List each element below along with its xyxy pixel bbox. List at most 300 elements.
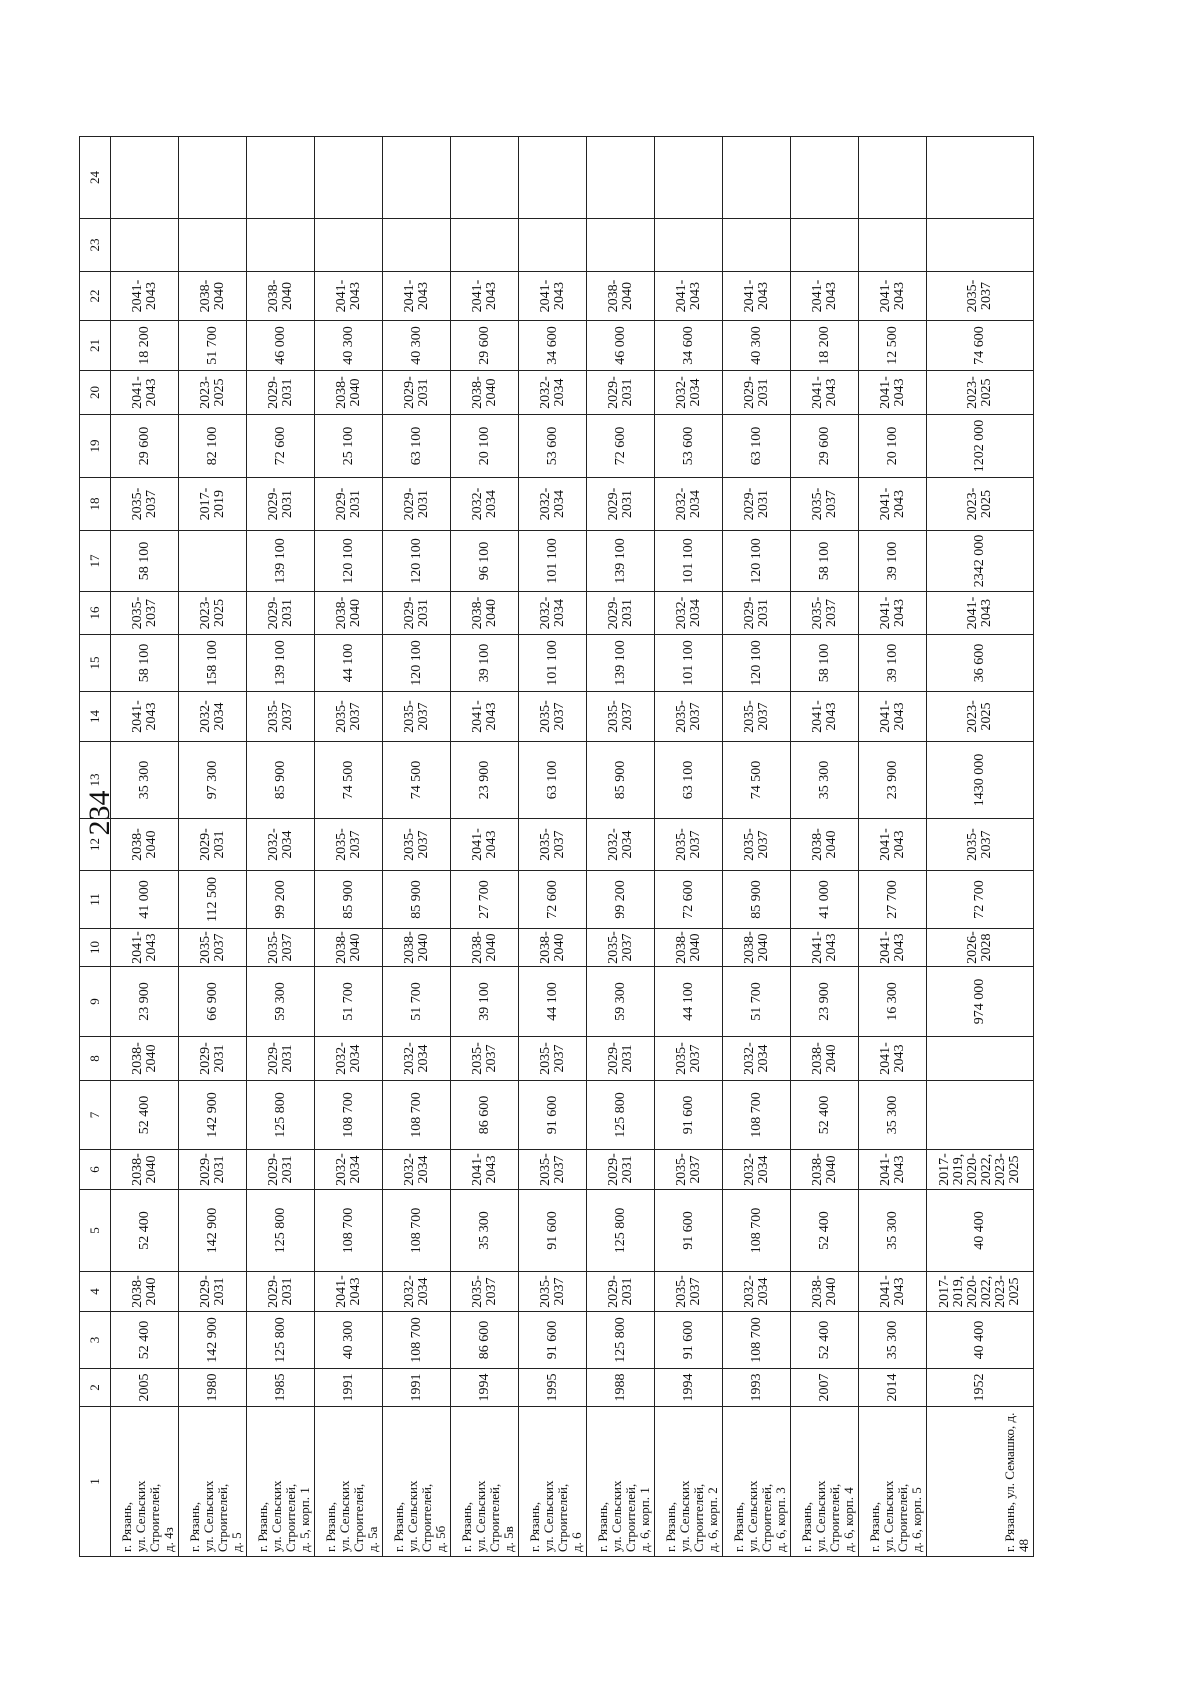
period-line: 2035- [809,487,825,521]
period-line: 2038- [333,931,349,964]
address-line: г. Рязань, [595,1501,610,1552]
period-line: 2040 [823,1155,839,1184]
period-line: 2035- [469,1042,485,1075]
value-cell: 40 400 [927,1190,1034,1272]
period-line: 2035- [537,828,553,861]
address-line: ул. Сельских Строителей, [133,1480,162,1552]
period-line: 2040 [687,933,703,962]
period-cell [111,272,179,321]
period-line: 2038- [469,596,485,630]
period-line: 2035- [401,828,417,861]
period-line: 2032- [333,1042,349,1075]
value-cell: 59 300 [247,967,315,1037]
value-cell: 108 700 [723,1190,791,1272]
value-cell: 101 100 [655,531,723,592]
period-line: 2035- [537,1275,553,1308]
address-line: д. 5, корп. 1 [297,1487,312,1552]
value-cell: 58 100 [791,531,859,592]
value-cell: 51 700 [723,967,791,1037]
period-line: 2029- [605,596,621,630]
period-line: 2040 [755,933,771,962]
period-line: 2041- [673,279,689,313]
period-line: 2040 [347,933,363,962]
period-line: 2043 [891,933,907,962]
column-header-14: 14 [80,692,111,742]
period-cell [451,929,519,967]
period-line: 2038- [809,1153,825,1186]
period-line: 2035- [333,828,349,861]
period-line: 2031 [619,1044,635,1073]
period-cell [859,929,927,967]
period-cell [247,1150,315,1190]
value-cell: 120 100 [723,531,791,592]
period-line: 2032- [469,487,485,521]
period-cell [723,371,791,415]
period-line: 2026- [965,931,980,964]
period-line: 2025 [979,702,994,731]
period-cell [179,592,247,635]
period-line: 2043 [143,933,159,962]
period-cell [927,478,1034,531]
period-cell [859,1150,927,1190]
period-line: 2041- [877,931,893,964]
period-line: 2038- [605,279,621,313]
period-line: 2043 [143,378,159,407]
period-line: 2043 [755,282,771,310]
period-line: 2037 [415,702,431,731]
period-cell [519,1150,587,1190]
period-cell [315,692,383,742]
year-cell: 2014 [859,1369,927,1407]
period-line: 2040 [347,599,363,627]
period-cell [247,1272,315,1312]
period-line: 2031 [211,1044,227,1073]
period-cell [655,1037,723,1081]
period-line: 2032- [265,828,281,861]
period-cell [859,592,927,635]
period-line: 2038- [129,1042,145,1075]
period-line: 2032- [401,1042,417,1075]
value-cell: 108 700 [723,1312,791,1369]
period-line: 2029- [741,376,757,409]
address-line: г. Рязань, [663,1501,678,1552]
address-line: д. 5 [229,1532,244,1552]
address-line: г. Рязань, [731,1501,746,1552]
value-cell: 53 600 [519,415,587,478]
period-cell [247,692,315,742]
period-line: 2031 [755,378,771,407]
period-line: 2043 [891,378,907,407]
period-line: 2035- [401,700,417,733]
period-line: 2041- [129,279,145,313]
period-cell [179,478,247,531]
year-cell: 1994 [655,1369,723,1407]
period-line: 2037 [755,830,771,859]
value-cell: 142 900 [179,1081,247,1150]
period-line: 2031 [211,1155,227,1184]
value-cell: 2342 000 [927,531,1034,592]
period-line: 2022, [979,1275,994,1308]
period-cell [111,478,179,531]
period-line: 2037 [483,1277,499,1306]
period-cell [927,1272,1034,1312]
period-line: 2017- [937,1153,952,1186]
table-row [587,137,655,1557]
value-cell [179,531,247,592]
value-cell [927,1037,1034,1081]
period-line: 2032- [673,596,689,630]
value-cell: 18 200 [791,321,859,371]
value-cell: 112 500 [179,871,247,929]
address-line: ул. Сельских Строителей, [881,1480,910,1552]
address-cell [791,1407,859,1557]
value-cell: 974 000 [927,967,1034,1037]
period-line: 2043 [347,1277,363,1306]
address-line: г. Рязань, [323,1501,338,1552]
period-cell [451,1272,519,1312]
table-row [519,137,587,1557]
value-cell: 108 700 [383,1312,451,1369]
value-cell: 120 100 [383,635,451,692]
value-cell: 41 000 [111,871,179,929]
period-line: 2032- [741,1153,757,1186]
page-number: 234 [83,790,116,836]
value-cell [655,219,723,272]
period-line: 2038- [673,931,689,964]
period-line: 2031 [279,490,295,518]
value-cell: 108 700 [383,1190,451,1272]
period-cell [451,272,519,321]
period-line: 2029- [605,1042,621,1075]
value-cell: 108 700 [723,1081,791,1150]
period-cell [723,929,791,967]
address-cell [247,1407,315,1557]
value-cell [791,137,859,219]
value-cell: 51 700 [315,967,383,1037]
period-line: 2032- [333,1153,349,1186]
value-cell: 85 900 [383,871,451,929]
period-cell [519,592,587,635]
period-line: 2038- [197,279,213,313]
period-line: 2040 [823,1277,839,1306]
address-line: г. Рязань, [119,1501,134,1552]
period-line: 2037 [979,282,994,310]
address-line: ул. Сельских Строителей, [541,1480,570,1552]
period-line: 2041- [877,487,893,521]
value-cell: 63 100 [723,415,791,478]
value-cell: 72 600 [247,415,315,478]
value-cell: 52 400 [791,1312,859,1369]
period-cell [383,929,451,967]
value-cell: 35 300 [859,1081,927,1150]
period-cell [451,1037,519,1081]
period-line: 2032- [401,1153,417,1186]
period-cell [859,1272,927,1312]
period-line: 2037 [483,1044,499,1073]
period-line: 2043 [823,933,839,962]
period-line: 2037 [551,702,567,731]
value-cell: 35 300 [859,1312,927,1369]
address-cell [519,1407,587,1557]
period-cell [519,1272,587,1312]
period-line: 2025 [979,490,994,518]
period-line: 2034 [551,378,567,407]
period-cell [315,592,383,635]
period-line: 2032- [537,487,553,521]
value-cell: 74 500 [723,742,791,819]
value-cell: 91 600 [655,1312,723,1369]
value-cell [927,137,1034,219]
period-line: 2034 [415,1155,431,1184]
value-cell: 35 300 [111,742,179,819]
period-cell [383,272,451,321]
column-header-23: 23 [80,219,111,272]
period-line: 2032- [741,1042,757,1075]
column-header-22: 22 [80,272,111,321]
value-cell: 1430 000 [927,742,1034,819]
period-line: 2043 [687,282,703,310]
table-row [723,137,791,1557]
period-line: 2040 [143,1277,159,1306]
value-cell: 59 300 [587,967,655,1037]
value-cell: 40 300 [315,1312,383,1369]
period-cell [247,819,315,871]
value-cell [859,137,927,219]
period-line: 2029- [401,596,417,630]
year-cell: 1952 [927,1369,1034,1407]
period-line: 2035- [129,596,145,630]
period-line: 2029- [605,376,621,409]
period-cell [791,1037,859,1081]
period-line: 2035- [333,700,349,733]
value-cell: 29 600 [111,415,179,478]
period-line: 2040 [143,1155,159,1184]
value-cell: 35 300 [451,1190,519,1272]
period-line: 2043 [823,282,839,310]
period-cell [587,371,655,415]
period-line: 2031 [279,1044,295,1073]
column-header-12: 12 [80,819,111,871]
period-cell [723,692,791,742]
period-line: 2037 [551,1155,567,1184]
value-cell: 82 100 [179,415,247,478]
period-cell [111,692,179,742]
period-line: 2032- [741,1275,757,1308]
value-cell [519,137,587,219]
column-header-5: 5 [80,1190,111,1272]
period-line: 2040 [483,599,499,627]
period-line: 2035- [537,1153,553,1186]
period-line: 2043 [143,282,159,310]
period-line: 2023- [993,1153,1008,1186]
period-cell [519,1037,587,1081]
period-line: 2034 [755,1044,771,1073]
address-cell [179,1407,247,1557]
period-line: 2041- [469,279,485,313]
period-cell [655,819,723,871]
period-line: 2041- [333,1275,349,1308]
year-cell: 1980 [179,1369,247,1407]
value-cell [859,219,927,272]
period-line: 2041- [469,700,485,733]
period-cell [315,478,383,531]
table-row [859,137,927,1557]
period-line: 2041- [469,1153,485,1186]
period-line: 2041- [809,700,825,733]
year-cell: 1988 [587,1369,655,1407]
period-cell [859,819,927,871]
period-line: 2041- [129,931,145,964]
address-cell [859,1407,927,1557]
value-cell [723,137,791,219]
period-line: 2038- [129,828,145,861]
period-line: 2040 [483,378,499,407]
period-line: 2035- [741,700,757,733]
value-cell: 85 900 [315,871,383,929]
period-line: 2043 [415,282,431,310]
period-cell [315,371,383,415]
period-line: 2035- [673,1153,689,1186]
period-cell [791,929,859,967]
period-line: 2037 [551,1277,567,1306]
period-line: 2035- [469,1275,485,1308]
period-cell [383,371,451,415]
period-line: 2040 [619,282,635,310]
period-cell [451,371,519,415]
period-cell [655,1150,723,1190]
period-line: 2032- [673,376,689,409]
column-header-15: 15 [80,635,111,692]
address-line: д. 6, корп. 5 [909,1487,924,1552]
period-line: 2023- [197,596,213,630]
column-header-16: 16 [80,592,111,635]
period-line: 2032- [673,487,689,521]
value-cell: 46 000 [247,321,315,371]
period-line: 2041- [965,596,980,630]
period-line: 2031 [415,490,431,518]
period-line: 2038- [265,279,281,313]
period-cell [247,929,315,967]
period-line: 2037 [619,933,635,962]
value-cell: 125 800 [587,1081,655,1150]
period-line: 2038- [469,931,485,964]
period-cell [315,929,383,967]
value-cell: 18 200 [111,321,179,371]
period-line: 2043 [891,1044,907,1073]
period-cell [655,692,723,742]
column-header-8: 8 [80,1037,111,1081]
period-line: 2035- [537,700,553,733]
value-cell: 101 100 [519,531,587,592]
period-line: 2041- [741,279,757,313]
period-line: 2029- [333,487,349,521]
value-cell: 142 900 [179,1312,247,1369]
period-line: 2041- [877,828,893,861]
period-cell [111,592,179,635]
address-cell [383,1407,451,1557]
period-cell [315,1037,383,1081]
period-line: 2043 [891,1155,907,1184]
value-cell: 36 600 [927,635,1034,692]
value-cell: 72 600 [655,871,723,929]
period-line: 2043 [891,599,907,627]
address-cell [111,1407,179,1557]
value-cell: 108 700 [315,1081,383,1150]
period-line: 2031 [347,490,363,518]
address-line: д. 6, корп. 4 [841,1487,856,1552]
value-cell [587,219,655,272]
period-cell [587,1272,655,1312]
period-line: 2017- [197,487,213,521]
table-row [179,137,247,1557]
value-cell: 91 600 [519,1312,587,1369]
period-line: 2029- [197,828,213,861]
value-cell: 29 600 [791,415,859,478]
period-line: 2023- [965,487,980,521]
period-cell [383,692,451,742]
period-line: 2029- [197,1042,213,1075]
address-line: ул. Сельских Строителей, [745,1480,774,1552]
period-line: 2034 [687,490,703,518]
period-line: 2037 [551,1044,567,1073]
period-line: 2035- [673,700,689,733]
period-cell [519,819,587,871]
value-cell: 63 100 [655,742,723,819]
period-line: 2032- [197,700,213,733]
period-cell [791,1150,859,1190]
value-cell: 125 800 [587,1312,655,1369]
period-cell [859,478,927,531]
value-cell [451,137,519,219]
period-line: 2025 [211,378,227,407]
period-line: 2037 [687,702,703,731]
address-line: г. Рязань, [527,1501,542,1552]
value-cell: 46 000 [587,321,655,371]
period-line: 2034 [551,490,567,518]
column-header-1: 1 [80,1407,111,1557]
period-line: 2041- [877,1042,893,1075]
period-line: 2035- [673,1042,689,1075]
period-line: 2040 [211,282,227,310]
period-line: 2025 [1007,1277,1022,1306]
value-cell [179,219,247,272]
period-cell [927,1150,1034,1190]
period-line: 2038- [401,931,417,964]
period-line: 2034 [415,1277,431,1306]
address-line: д. 6, корп. 1 [637,1487,652,1552]
value-cell: 40 300 [315,321,383,371]
period-line: 2041- [877,700,893,733]
period-line: 2034 [415,1044,431,1073]
value-cell: 97 300 [179,742,247,819]
period-line: 2037 [823,490,839,518]
period-line: 2035- [265,700,281,733]
table-row [451,137,519,1557]
period-cell [723,1037,791,1081]
period-cell [111,1272,179,1312]
value-cell: 20 100 [451,415,519,478]
address-line: г. Рязань, [187,1501,202,1552]
table-row [927,137,1034,1557]
period-cell [519,692,587,742]
period-line: 2023- [965,376,980,409]
value-cell: 35 300 [859,1190,927,1272]
period-cell [655,1272,723,1312]
period-line: 2038- [469,376,485,409]
period-line: 2031 [619,1277,635,1306]
address-line: д. 5а [365,1526,380,1552]
period-line: 2029- [265,376,281,409]
